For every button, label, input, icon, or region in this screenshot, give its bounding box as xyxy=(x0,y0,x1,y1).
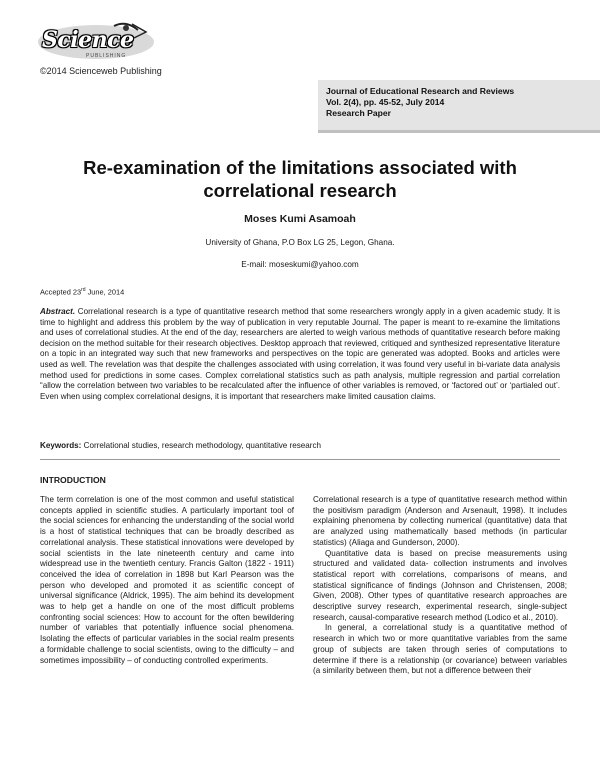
author-email: E-mail: moseskumi@yahoo.com xyxy=(241,260,359,269)
accepted-prefix: Accepted 23 xyxy=(40,287,82,297)
section-divider xyxy=(40,459,560,460)
keywords-label: Keywords: xyxy=(40,441,82,450)
abstract-text: Correlational research is a type of quantitative research method that some researchers wrongly apply in a given academic study. It is time to highlight and address this problem by the way of publication in very reputable Journal. The paper is meant to re-examine the limitations and uses of correlational studies. At the end of the day, researchers are alerted to weigh various methods of quantitative research before making decision on the method suitable for their research objectives. Desktop approach that reviewed, critiqued and synthesized representative literature on a topic in an integrated way such that new frameworks and perspectives on the topic are generated was adopted. Books and articles were used as well. The revelation was that despite the challenges associated with using correlation, it was found very useful in bi-variate data analysis method used for predictions in some cases. Complex correlational statistics such as path analysis, multiple regression and partial correlation “allow the correlation between two variables to be recalculated after the influence of other variables is removed, or ‘factored out’ or ‘partialed out’. Even when using complex correlational designs, it is important that researchers make limited causation claims. xyxy=(40,307,560,401)
accepted-sup: rd xyxy=(81,287,86,293)
paper-title: Re-examination of the limitations associated with correlational research xyxy=(83,157,517,201)
body-column-left xyxy=(40,495,294,666)
journal-info-box xyxy=(318,80,600,133)
journal-volume: Vol. 2(4), pp. 45-52, July 2014 xyxy=(326,97,445,107)
accepted-suffix: June, 2014 xyxy=(85,287,125,297)
paragraph: The term correlation is one of the most common and useful statistical concepts applied in scientific studies. A particularly important tool of the social sciences for enhancing the understanding of the social world is a host of statistical techniques that can be broadly described as correlational analysis. These statistical innovations were developed by social scientists in the late nineteenth century and came into widespread use in the twentieth century. Francis Galton (1822 - 1911) conceived the idea of correlation in 1898 but Karl Pearson was the person who developed and promoted it as scientific concept of universal significance (Aldrick, 1995). The aim behind its development was to help get a handle on one of the most difficult problems confronting social sciences: How to account for the often bewildering number of variables that potentially influence social phenomena. Isolating the effects of particular variables in the social realm presents a formidable challenge to social scientists, owing to the difficulty – and sometimes impossibility – of conducting controlled experiments. xyxy=(40,495,294,665)
paper-type: Research Paper xyxy=(326,108,391,118)
paragraph: Quantitative data is based on precise measurements using structured and validated data- collection instruments and involves statistical report with correlations, comparisons of means, and statistical significance of findings (Johnson and Christensen, 2008; Given, 2008). Other types of quantitative research approaches are descriptive survey research, experimental research, single-subject research, causal-comparative research method (Lodico et al., 2010). xyxy=(313,548,567,622)
author-affiliation: University of Ghana, P.O Box LG 25, Legon, Ghana. xyxy=(205,238,395,247)
accepted-date xyxy=(40,287,124,296)
section-heading-introduction: INTRODUCTION xyxy=(40,475,106,485)
keywords-text: Correlational studies, research methodology, quantitative research xyxy=(81,441,322,450)
paragraph: Correlational research is a type of quantitative research method within the positivism paradigm (Anderson and Arsenault, 1998). It includes explaining phenomena by collecting numerical (quantitative) data that are analyzed using mathematically based methods (in particular statistics) (Aliaga and Gunderson, 2000). xyxy=(313,495,567,547)
abstract-label: Abstract. xyxy=(40,307,76,316)
author-name: Moses Kumi Asamoah xyxy=(244,213,356,225)
logo-text: Science xyxy=(42,27,134,53)
logo-subtext: PUBLISHING xyxy=(86,53,127,59)
paragraph: In general, a correlational study is a quantitative method of research in which two or more quantitative variables from the same group of subjects are taken through series of computations to determine if there is a relationship (or covariance) between variables (a similarity between them, but not a difference between their xyxy=(313,623,567,676)
abstract xyxy=(40,307,560,402)
copyright: ©2014 Scienceweb Publishing xyxy=(40,66,162,76)
publisher-logo xyxy=(34,18,154,64)
body-column-right xyxy=(313,495,567,677)
keywords xyxy=(40,441,560,450)
journal-name: Journal of Educational Research and Reviews xyxy=(326,86,515,96)
